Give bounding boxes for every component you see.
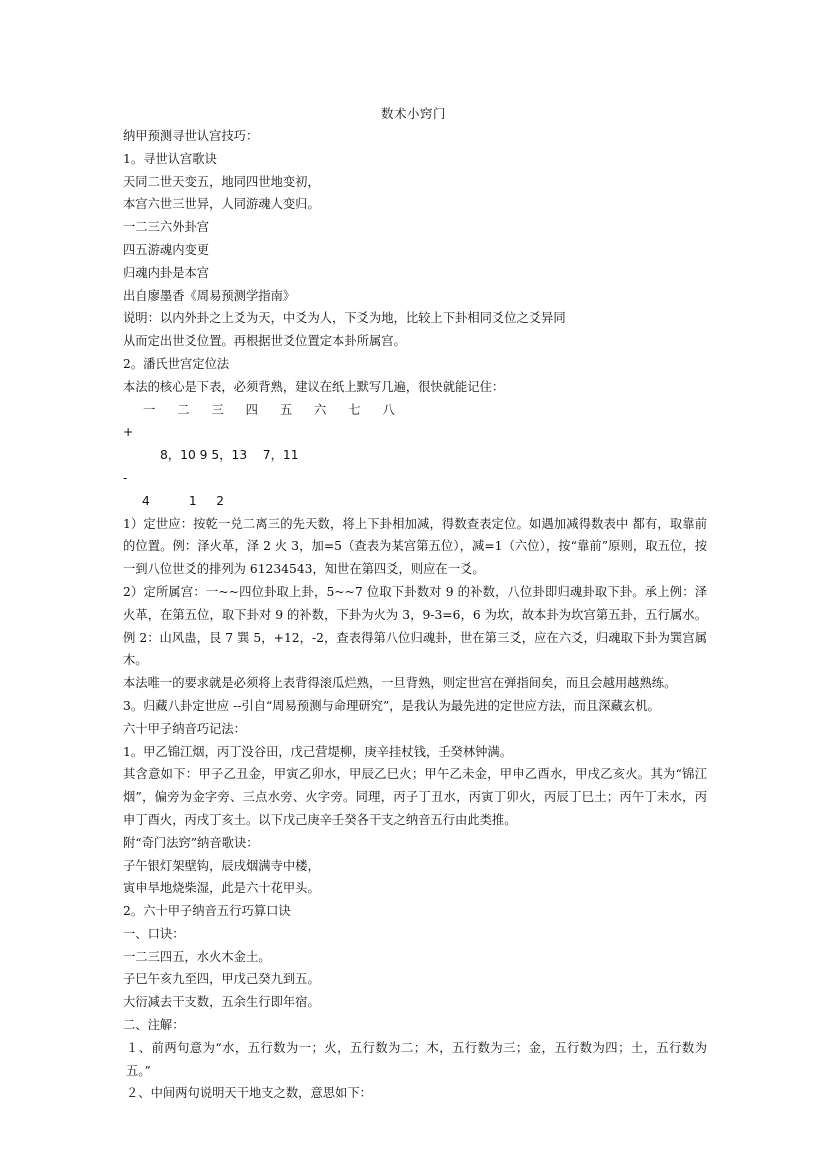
section-heading: 纳甲预测寻世认宫技巧： [123,129,259,143]
verse-line: 天同二世天变五，地同四世地变初， [123,174,320,189]
paragraph: 附“奇门法窍”纳音歌诀： [123,835,259,850]
paragraph: 其含意如下：甲子乙丑金，甲寅乙卯水，甲辰乙巳火；甲午乙未金，甲申乙酉水，甲戌乙亥火。其为“锦江烟”，偏旁为金字旁、三点水旁、火字旁。同理，丙子丁丑水，丙寅丁卯火，丙辰丁巳土；丙午丁未水，丙申丁酉火，丙戌丁亥土。以下戊己庚辛壬癸各干支之纳音五行由此类推。 [123,767,707,827]
subheading: 2。潘氏世宫定位法 [123,356,230,371]
verse-line: 大衍减去干支数，五余生行即年宿。 [123,995,320,1010]
section-heading: 六十甲子纳音巧记法： [123,721,246,736]
verse-line: 四五游魂内变更 [123,242,210,257]
table-header-row: 一 二 三 四 五 六 七 八 [143,402,404,417]
table-plus-row: 8，10 9 5，13 7，11 [160,448,299,463]
paragraph: 1。甲乙锦江烟，丙丁没谷田，戊己营堤柳，庚辛挂杖钱，壬癸林钟满。 [123,744,513,759]
paragraph: 本法唯一的要求就是必须将上表背得滚瓜烂熟，一旦背熟，则定世宫在弹指间矣，而且会越用越熟练。 [123,676,677,691]
table-minus-label: - [123,470,128,485]
table-minus-row: 4 1 2 [142,493,225,508]
paragraph: 2）定所属宫：一~~四位卦取上卦，5~~7 位取下卦数对 9 的补数，八位卦即归魂卦取下卦。承上例：泽火革，在第五位，取下卦对 9 的补数，下卦为火为 3，9-3=6，6 为坎，故本卦为坎宫第五卦，五行属水。例 2：山风蛊，艮 7 巽 5，+12，-2，查表得第八位归魂卦，世在第三爻，应在六爻，归魂取下卦为巽宫属木。 [123,584,707,668]
verse-line: 本宫六世三世异，人同游魂人变归。 [123,197,320,212]
paragraph: 本法的核心是下表，必须背熟，建议在纸上默写几遍，很快就能记住： [123,379,505,394]
paragraph: 从而定出世爻位置。再根据世爻位置定本卦所属宫。 [123,334,406,349]
verse-line: 一二三六外卦宫 [123,220,210,235]
paragraph: 3。归藏八卦定世应 --引自“周易预测与命理研究”，是我认为最先进的定世应方法，而且深藏玄机。 [123,698,660,713]
subheading: 1。寻世认宫歌诀 [123,151,217,166]
subheading: 一、口诀： [123,926,185,941]
verse-line: 一二三四五，水火木金土。 [123,949,271,964]
verse-line: 子巳午亥九至四，甲戊己癸九到五。 [123,972,320,987]
paragraph: 1）定世应：按乾一兑二离三的先天数，将上下卦相加减，得数查表定位。如遇加减得数表中 都有，取靠前的位置。例：泽火革，泽 2 火 3，加=5（查表为某宫第五位），减=1（六位），按“靠前”原则，取五位，按一到八位世爻的排列为 61234543，知世在第四爻，则应在一爻。 [123,516,707,577]
verse-line: 子午银灯架壁钩，辰戌烟满寺中楼， [123,858,320,873]
page-title: 数术小窍门 [380,106,446,121]
subheading: 2。六十甲子纳音五行巧算口诀 [123,904,291,919]
subheading: 二、注解： [123,1018,185,1033]
table-plus-label: + [123,425,134,440]
document-body [123,125,707,1105]
source-line: 出自廖墨香《周易预测学指南》 [123,288,296,303]
paragraph: １、前两句意为“水，五行数为一；火，五行数为二；木，五行数为三；金，五行数为四；土，五行数为五。” [126,1040,707,1078]
verse-line: 归魂内卦是本宫 [123,265,210,280]
verse-line: 寅申旱地烧柴湿，此是六十花甲头。 [123,881,320,896]
paragraph: 说明：以内外卦之上爻为天，中爻为人，下爻为地，比较上下卦相同爻位之爻异同 [123,311,566,326]
paragraph: ２、中间两句说明天干地支之数，意思如下： [126,1086,372,1101]
